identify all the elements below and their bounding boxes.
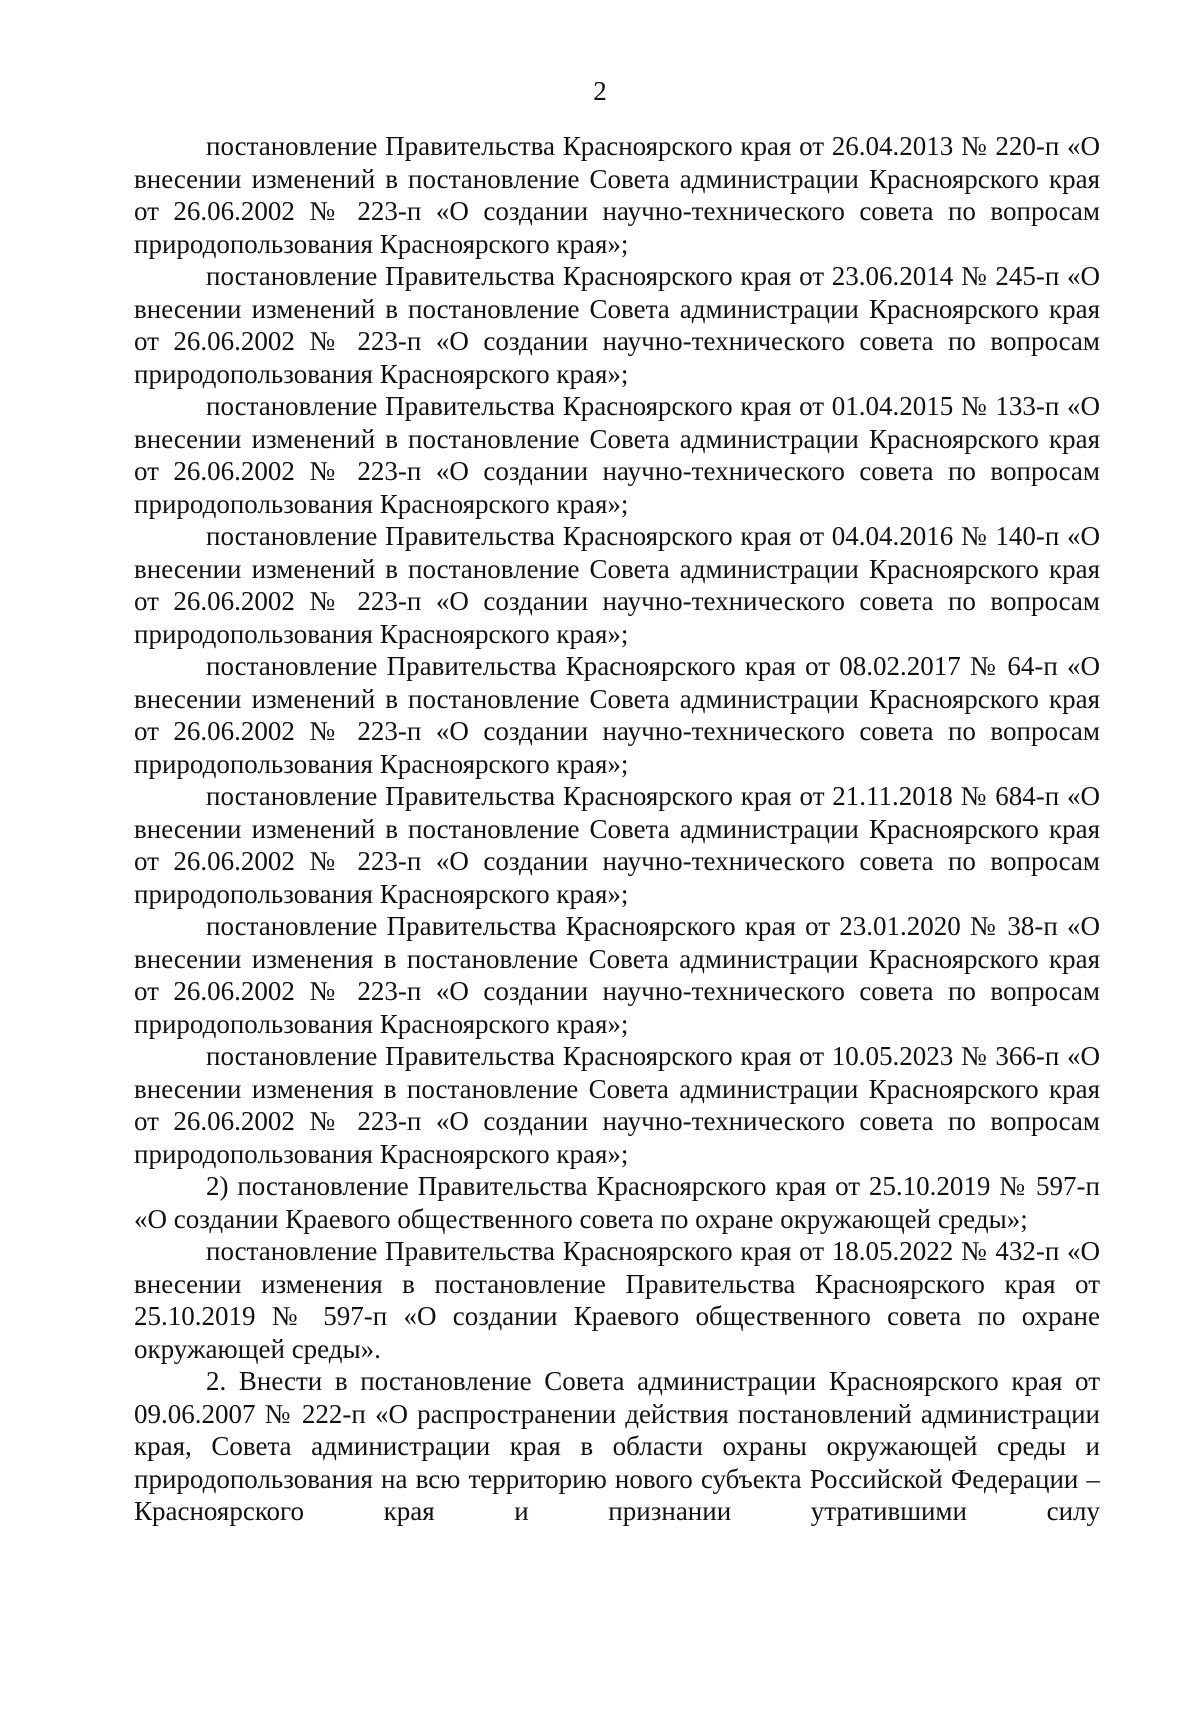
paragraph: постановление Правительства Красноярского края от 04.04.2016 № 140-п «О внесении изменений в постановление Совета администрации Красноярского края от 26.06.2002 № 223-п «О создании научно-технического совета по вопросам природопользования Красноярского края»;	[134, 521, 1100, 649]
paragraph: постановление Правительства Красноярского края от 01.04.2015 № 133-п «О внесении изменений в постановление Совета администрации Красноярского края от 26.06.2002 № 223-п «О создании научно-технического совета по вопросам природопользования Красноярского края»;	[134, 391, 1100, 519]
paragraph: 2. Внести в постановление Совета администрации Красноярского края от 09.06.2007 № 222-п «О распространении действия постановлений администрации края, Совета администрации края в области охраны окружающей среды и природопользования на всю территорию нового субъекта Российской Федерации – Красноярского края и признании утратившими силу	[134, 1366, 1100, 1526]
paragraph: постановление Правительства Красноярского края от 18.05.2022 № 432-п «О внесении изменения в постановление Правительства Красноярского края от 25.10.2019 № 597-п «О создании Краевого общественного совета по охране окружающей среды».	[134, 1236, 1100, 1364]
paragraph: постановление Правительства Красноярского края от 21.11.2018 № 684-п «О внесении изменений в постановление Совета администрации Красноярского края от 26.06.2002 № 223-п «О создании научно-технического совета по вопросам природопользования Красноярского края»;	[134, 781, 1100, 909]
paragraph: постановление Правительства Красноярского края от 23.06.2014 № 245-п «О внесении изменений в постановление Совета администрации Красноярского края от 26.06.2002 № 223-п «О создании научно-технического совета по вопросам природопользования Красноярского края»;	[134, 261, 1100, 389]
paragraph: постановление Правительства Красноярского края от 23.01.2020 № 38-п «О внесении изменения в постановление Совета администрации Красноярского края от 26.06.2002 № 223-п «О создании научно-технического совета по вопросам природопользования Красноярского края»;	[134, 911, 1100, 1039]
paragraph: постановление Правительства Красноярского края от 10.05.2023 № 366-п «О внесении изменения в постановление Совета администрации Красноярского края от 26.06.2002 № 223-п «О создании научно-технического совета по вопросам природопользования Красноярского края»;	[134, 1041, 1100, 1169]
paragraph: постановление Правительства Красноярского края от 26.04.2013 № 220-п «О внесении изменений в постановление Совета администрации Красноярского края от 26.06.2002 № 223-п «О создании научно-технического совета по вопросам природопользования Красноярского края»;	[134, 131, 1100, 259]
page-number: 2	[593, 76, 607, 106]
document-body	[134, 130, 1100, 1528]
paragraph: постановление Правительства Красноярского края от 08.02.2017 № 64-п «О внесении изменений в постановление Совета администрации Красноярского края от 26.06.2002 № 223-п «О создании научно-технического совета по вопросам природопользования Красноярского края»;	[134, 651, 1100, 779]
paragraph: 2) постановление Правительства Красноярского края от 25.10.2019 № 597-п «О создании Краевого общественного совета по охране окружающей среды»;	[134, 1171, 1100, 1234]
